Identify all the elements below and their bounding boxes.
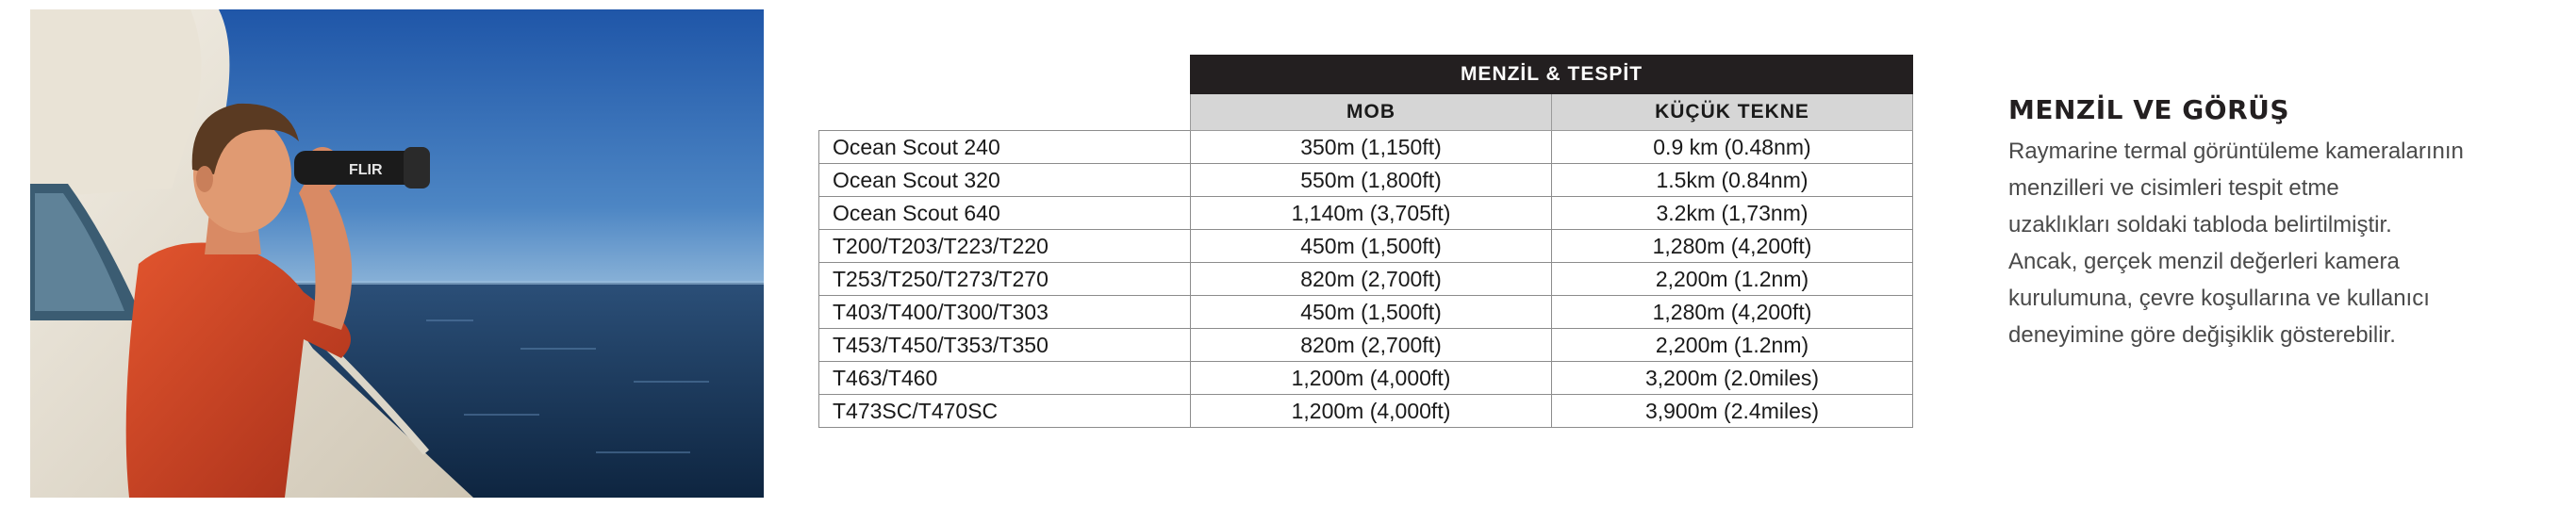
mob-range-cell: 1,140m (3,705ft) — [1191, 197, 1552, 230]
body-line: kurulumuna, çevre koşullarına ve kullanıcı — [2008, 286, 2430, 311]
table-row — [819, 230, 1913, 263]
model-cell: Ocean Scout 240 — [819, 131, 1191, 164]
boat-scene-illustration — [30, 9, 764, 498]
small-boat-range-cell: 3,200m (2.0miles) — [1552, 362, 1913, 395]
body-line: Raymarine termal görüntüleme kameralarının — [2008, 139, 2464, 164]
table-row — [819, 197, 1913, 230]
body-line: menzilleri ve cisimleri tespit etme — [2008, 175, 2339, 201]
mob-range-cell: 350m (1,150ft) — [1191, 131, 1552, 164]
table-row — [819, 164, 1913, 197]
small-boat-range-cell: 0.9 km (0.48nm) — [1552, 131, 1913, 164]
mob-range-cell: 450m (1,500ft) — [1191, 296, 1552, 329]
model-cell: T473SC/T470SC — [819, 395, 1191, 428]
table-row — [819, 131, 1913, 164]
small-boat-range-cell: 2,200m (1.2nm) — [1552, 329, 1913, 362]
small-boat-range-cell: 1,280m (4,200ft) — [1552, 230, 1913, 263]
model-cell: T453/T450/T353/T350 — [819, 329, 1191, 362]
model-cell: Ocean Scout 320 — [819, 164, 1191, 197]
small-boat-range-cell: 3,900m (2.4miles) — [1552, 395, 1913, 428]
table-row — [819, 296, 1913, 329]
mob-range-cell: 1,200m (4,000ft) — [1191, 395, 1552, 428]
section-body — [2008, 133, 2536, 353]
section-title: MENZİL VE GÖRÜŞ — [2008, 94, 2290, 125]
group-header-range-detection: MENZİL & TESPİT — [1191, 56, 1913, 94]
table-row — [819, 263, 1913, 296]
range-detection-table — [818, 55, 1913, 428]
small-boat-range-cell: 3.2km (1,73nm) — [1552, 197, 1913, 230]
small-boat-range-cell: 1,280m (4,200ft) — [1552, 296, 1913, 329]
column-header-small-boat: KÜÇÜK TEKNE — [1552, 94, 1913, 131]
model-cell: T403/T400/T300/T303 — [819, 296, 1191, 329]
body-line: deneyimine göre değişiklik gösterebilir. — [2008, 322, 2396, 348]
body-line: uzaklıkları soldaki tabloda belirtilmiştir. — [2008, 212, 2392, 237]
table-corner-blank — [819, 94, 1191, 131]
model-cell: Ocean Scout 640 — [819, 197, 1191, 230]
mob-range-cell: 1,200m (4,000ft) — [1191, 362, 1552, 395]
model-cell: T200/T203/T223/T220 — [819, 230, 1191, 263]
flir-logo: FLIR — [349, 162, 383, 178]
mob-range-cell: 450m (1,500ft) — [1191, 230, 1552, 263]
table-corner-blank — [819, 56, 1191, 94]
column-header-mob: MOB — [1191, 94, 1552, 131]
model-cell: T463/T460 — [819, 362, 1191, 395]
mob-range-cell: 550m (1,800ft) — [1191, 164, 1552, 197]
range-and-visibility-section — [2008, 94, 2536, 353]
table-row — [819, 395, 1913, 428]
mob-range-cell: 820m (2,700ft) — [1191, 263, 1552, 296]
small-boat-range-cell: 1.5km (0.84nm) — [1552, 164, 1913, 197]
table-row — [819, 329, 1913, 362]
body-line: Ancak, gerçek menzil değerleri kamera — [2008, 249, 2400, 274]
table-row — [819, 362, 1913, 395]
hero-photo — [30, 9, 764, 498]
mob-range-cell: 820m (2,700ft) — [1191, 329, 1552, 362]
small-boat-range-cell: 2,200m (1.2nm) — [1552, 263, 1913, 296]
model-cell: T253/T250/T273/T270 — [819, 263, 1191, 296]
